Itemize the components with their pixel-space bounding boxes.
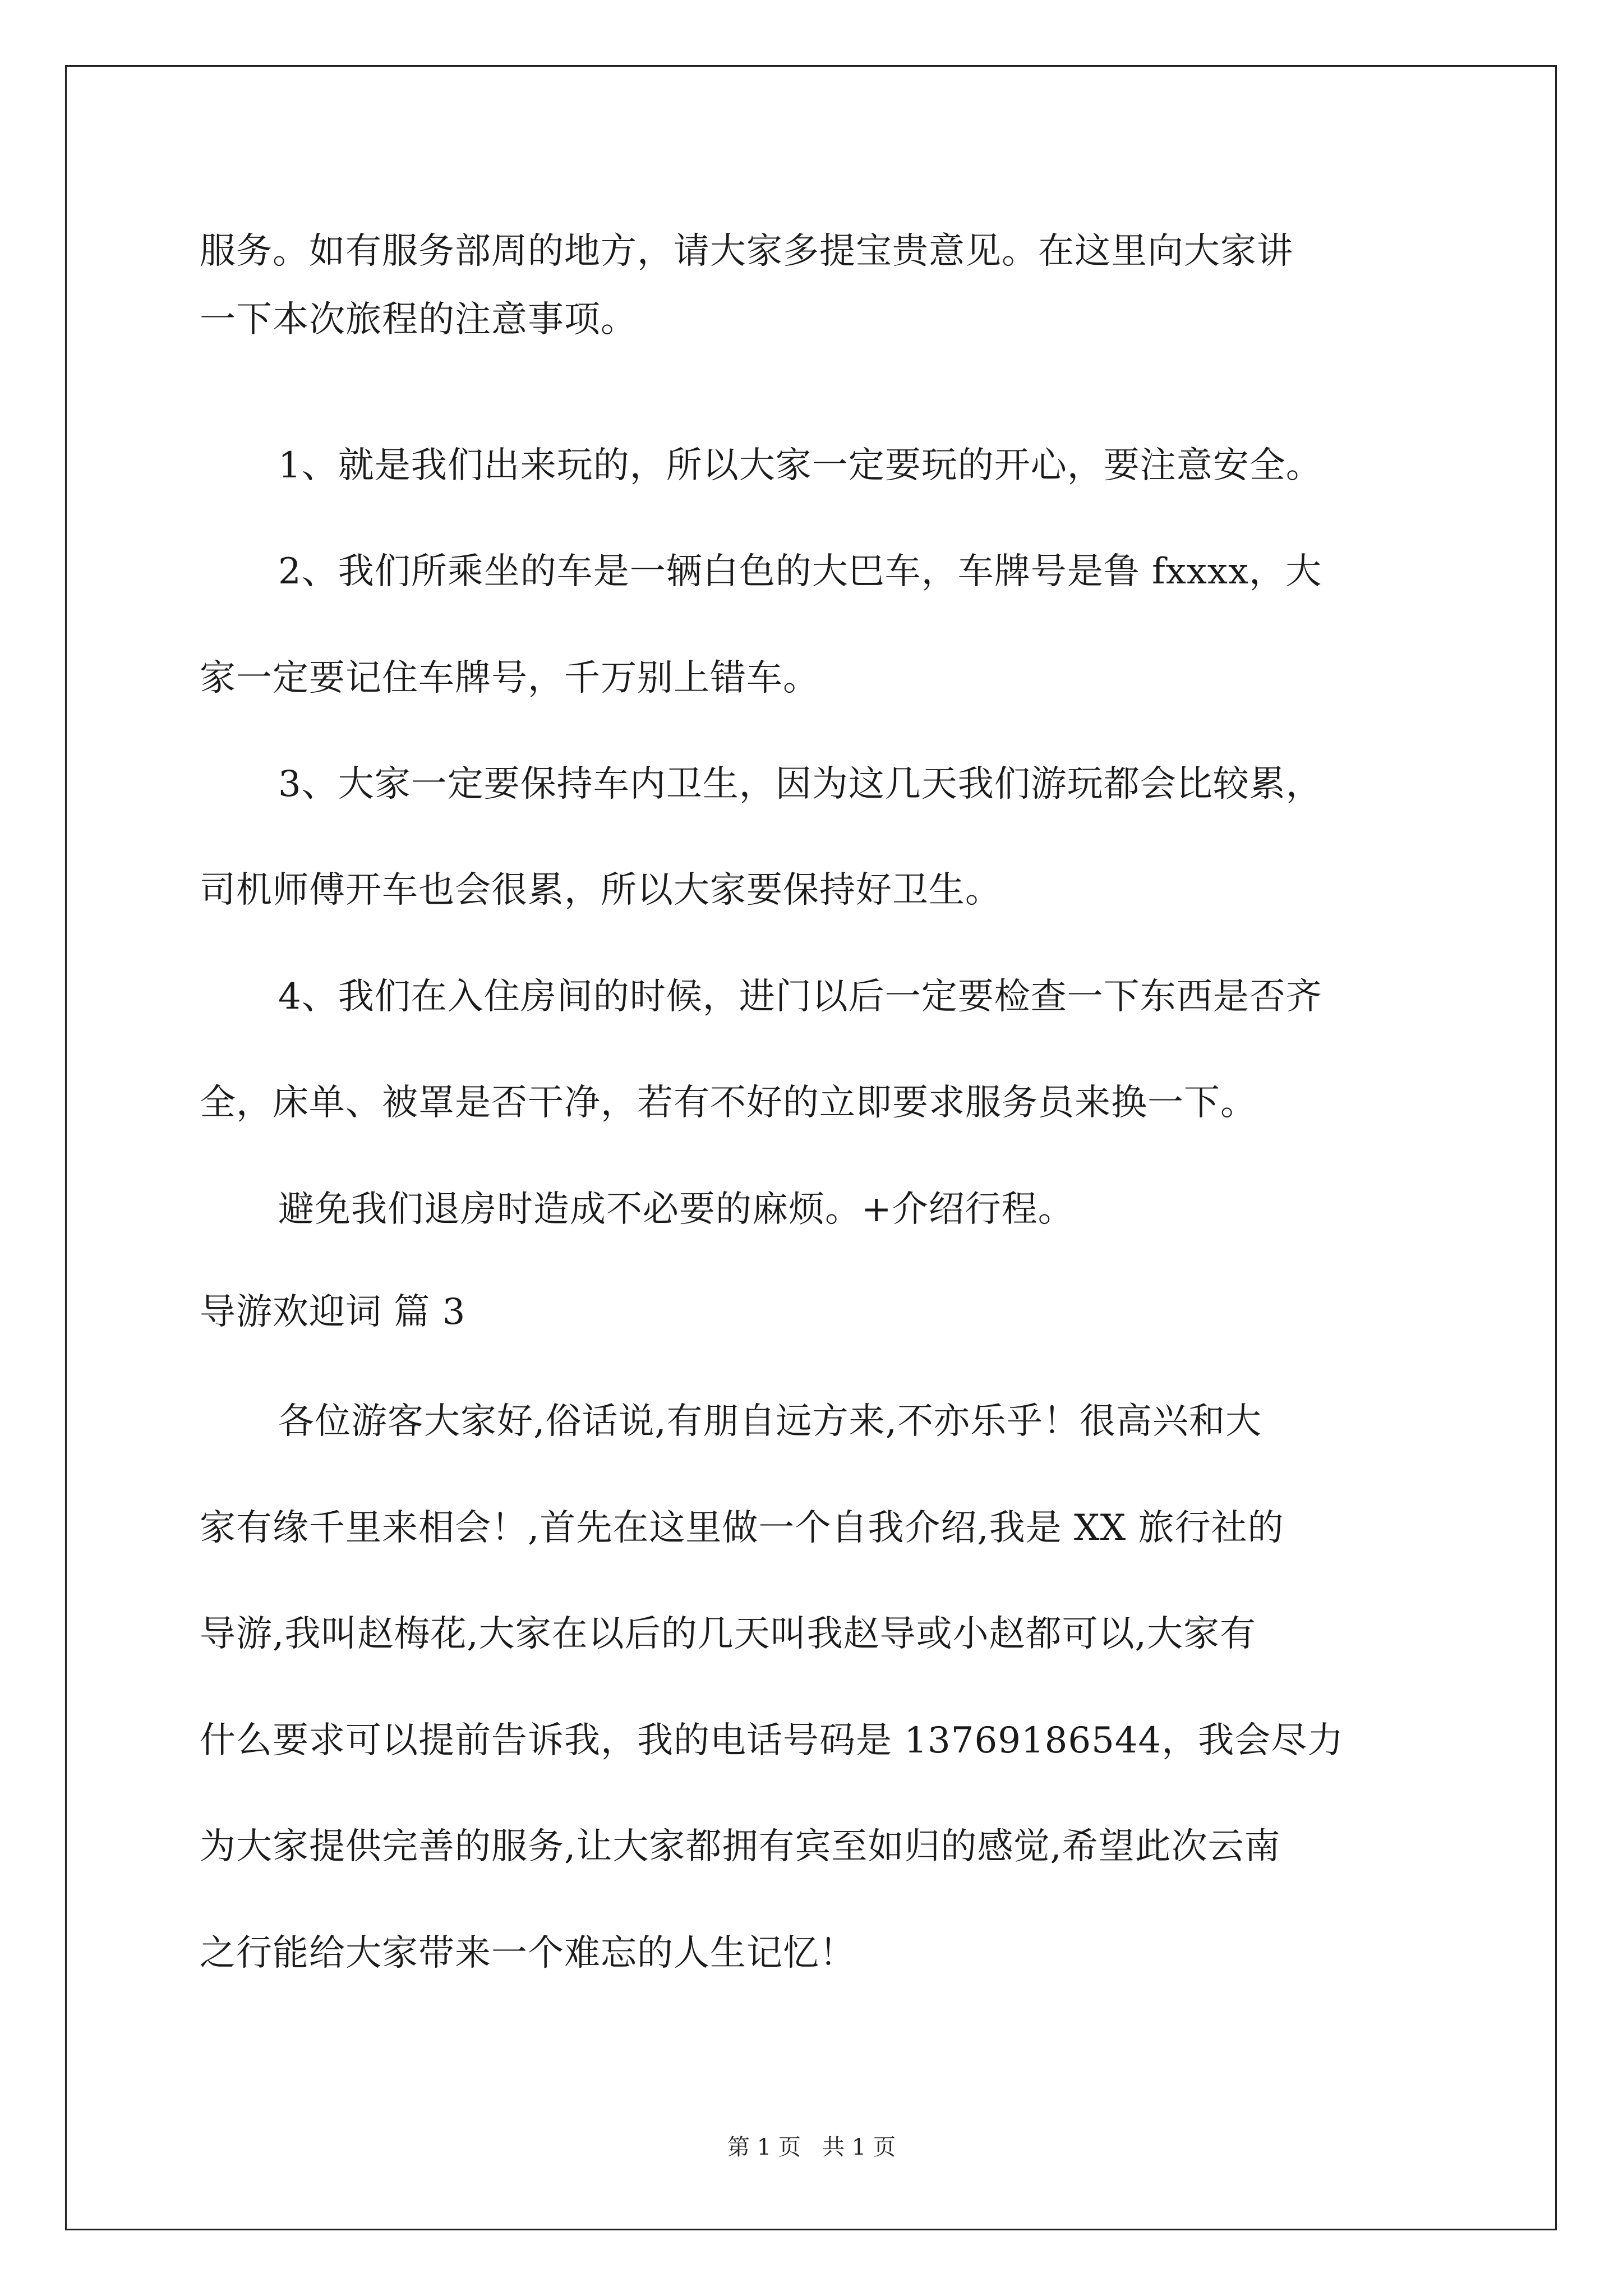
list-item-3: 3、大家一定要保持车内卫生，因为这几天我们游玩都会比较累， [278, 763, 1322, 805]
list-item-2: 2、我们所乘坐的车是一辆白色的大巴车，车牌号是鲁 fxxxx，大 [278, 551, 1322, 592]
list-item-1: 1、就是我们出来玩的，所以大家一定要玩的开心，要注意安全。 [278, 445, 1322, 486]
page-frame [65, 65, 1557, 2230]
text-line: 全，床单、被罩是否干净，若有不好的立即要求服务员来换一下。 [200, 1082, 1257, 1124]
paragraph-line: 各位游客大家好,俗话说,有朋自远方来,不亦乐乎！很高兴和大 [278, 1401, 1262, 1442]
text-line: 司机师傅开车也会很累，所以大家要保持好卫生。 [200, 869, 1002, 911]
list-item-4: 4、我们在入住房间的时候，进门以后一定要检查一下东西是否齐 [278, 976, 1322, 1018]
paragraph-line: 之行能给大家带来一个难忘的人生记忆！ [200, 1932, 856, 1974]
page-footer: 第 1 页 共 1 页 [727, 2134, 896, 2160]
section-heading: 导游欢迎词 篇 3 [200, 1291, 466, 1333]
paragraph-line: 家有缘千里来相会！,首先在这里做一个自我介绍,我是 XX 旅行社的 [200, 1507, 1284, 1549]
text-line: 一下本次旅程的注意事项。 [200, 299, 637, 341]
paragraph-line: 什么要求可以提前告诉我，我的电话号码是 13769186544，我会尽力 [200, 1720, 1344, 1761]
text-line: 避免我们退房时造成不必要的麻烦。+介绍行程。 [278, 1189, 1075, 1230]
text-line: 家一定要记住车牌号，千万别上错车。 [200, 657, 819, 699]
paragraph-line: 导游,我叫赵梅花,大家在以后的几天叫我赵导或小赵都可以,大家有 [200, 1613, 1257, 1655]
text-line: 服务。如有服务部周的地方，请大家多提宝贵意见。在这里向大家讲 [200, 231, 1293, 272]
paragraph-line: 为大家提供完善的服务,让大家都拥有宾至如归的感觉,希望此次云南 [200, 1826, 1281, 1867]
